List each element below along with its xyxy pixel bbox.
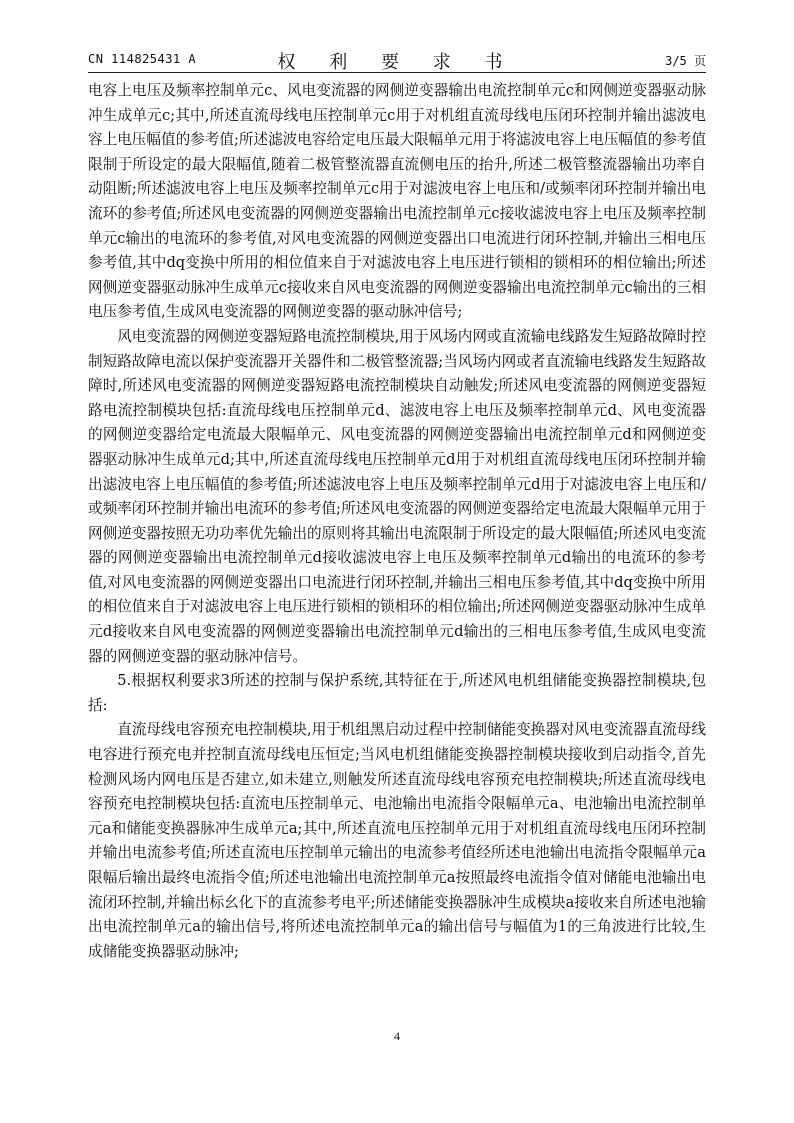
- header-rule: [88, 72, 706, 73]
- page-number: 4: [394, 1029, 400, 1043]
- document-section-title: 权 利 要 求 书: [277, 52, 517, 73]
- page-header: [88, 48, 706, 73]
- page-indicator: 3/5 页: [665, 54, 706, 68]
- claim-paragraph: 电容上电压及频率控制单元c、风电变流器的网侧逆变器输出电流控制单元c和网侧逆变器驱动脉冲生成单元c;其中,所述直流母线电压控制单元c用于对机组直流母线电压闭环控制并输出滤波电容上电压幅值的参考值;所述滤波电容给定电压最大限幅单元用于将滤波电容上电压幅值的参考值限制于所设定的最大限幅值,随着二极管整流器直流侧电压的抬升,所述二极管整流器输出功率自动阻断;所述滤波电容上电压及频率控制单元c用于对滤波电容上电压和/或频率闭环控制并输出电流环的参考值;所述风电变流器的网侧逆变器输出电流控制单元c接收滤波电容上电压及频率控制单元c输出的电流环的参考值,对风电变流器的网侧逆变器出口电流进行闭环控制,并输出三相电压参考值,其中dq变换中所用的相位值来自于对滤波电容上电压进行锁相的锁相环的相位输出;所述网侧逆变器驱动脉冲生成单元c接收来自风电变流器的网侧逆变器输出电流控制单元c输出的三相电压参考值,生成风电变流器的网侧逆变器的驱动脉冲信号;: [88, 82, 706, 321]
- claim-paragraph: 5.根据权利要求3所述的控制与保护系统,其特征在于,所述风电机组储能变换器控制模块,包括:: [88, 672, 706, 714]
- claims-body: [88, 79, 706, 964]
- claim-paragraph: 风电变流器的网侧逆变器短路电流控制模块,用于风场内网或直流输电线路发生短路故障时控制短路故障电流以保护变流器开关器件和二极管整流器;当风场内网或者直流输电线路发生短路故障时,所述风电变流器的网侧逆变器短路电流控制模块自动触发;所述风电变流器的网侧逆变器短路电流控制模块包括:直流母线电压控制单元d、滤波电容上电压及频率控制单元d、风电变流器的网侧逆变器给定电流最大限幅单元、风电变流器的网侧逆变器输出电流控制单元d和网侧逆变器驱动脉冲生成单元d;其中,所述直流母线电压控制单元d用于对机组直流母线电压闭环控制并输出滤波电容上电压幅值的参考值;所述滤波电容上电压及频率控制单元d用于对滤波电容上电压和/或频率闭环控制并输出电流环的参考值;所述风电变流器的网侧逆变器给定电流最大限幅单元用于网侧逆变器按照无功功率优先输出的原则将其输出电流限制于所设定的最大限幅值;所述风电变流器的网侧逆变器输出电流控制单元d接收滤波电容上电压及频率控制单元d输出的电流环的参考值,对风电变流器的网侧逆变器出口电流进行闭环控制,并输出三相电压参考值,其中dq变换中所用的相位值来自于对滤波电容上电压进行锁相的锁相环的相位输出;所述网侧逆变器驱动脉冲生成单元d接收来自风电变流器的网侧逆变器输出电流控制单元d输出的三相电压参考值,生成风电变流器的网侧逆变器的驱动脉冲信号。: [88, 327, 706, 665]
- publication-number: CN 114825431 A: [88, 52, 197, 66]
- claim-paragraph: 直流母线电容预充电控制模块,用于机组黑启动过程中控制储能变换器对风电变流器直流母线电容进行预充电并控制直流母线电压恒定;当风电机组储能变换器控制模块接收到启动指令,首先检测风场内网电压是否建立,如未建立,则触发所述直流母线电容预充电控制模块;所述直流母线电容预充电控制模块包括:直流电压控制单元、电池输出电流指令限幅单元a、电池输出电流控制单元a和储能变换器脉冲生成单元a;其中,所述直流电压控制单元用于对机组直流母线电压闭环控制并输出电流参考值;所述直流电压控制单元输出的电流参考值经所述电池输出电流指令限幅单元a限幅后输出最终电流指令值;所述电池输出电流控制单元a按照最终电流指令值对储能电池输出电流闭环控制,并输出标幺化下的直流参考电平;所述储能变换器脉冲生成模块a接收来自所述电池输出电流控制单元a的输出信号,将所述电流控制单元a的输出信号与幅值为1的三角波进行比较,生成储能变换器驱动脉冲;: [88, 721, 706, 960]
